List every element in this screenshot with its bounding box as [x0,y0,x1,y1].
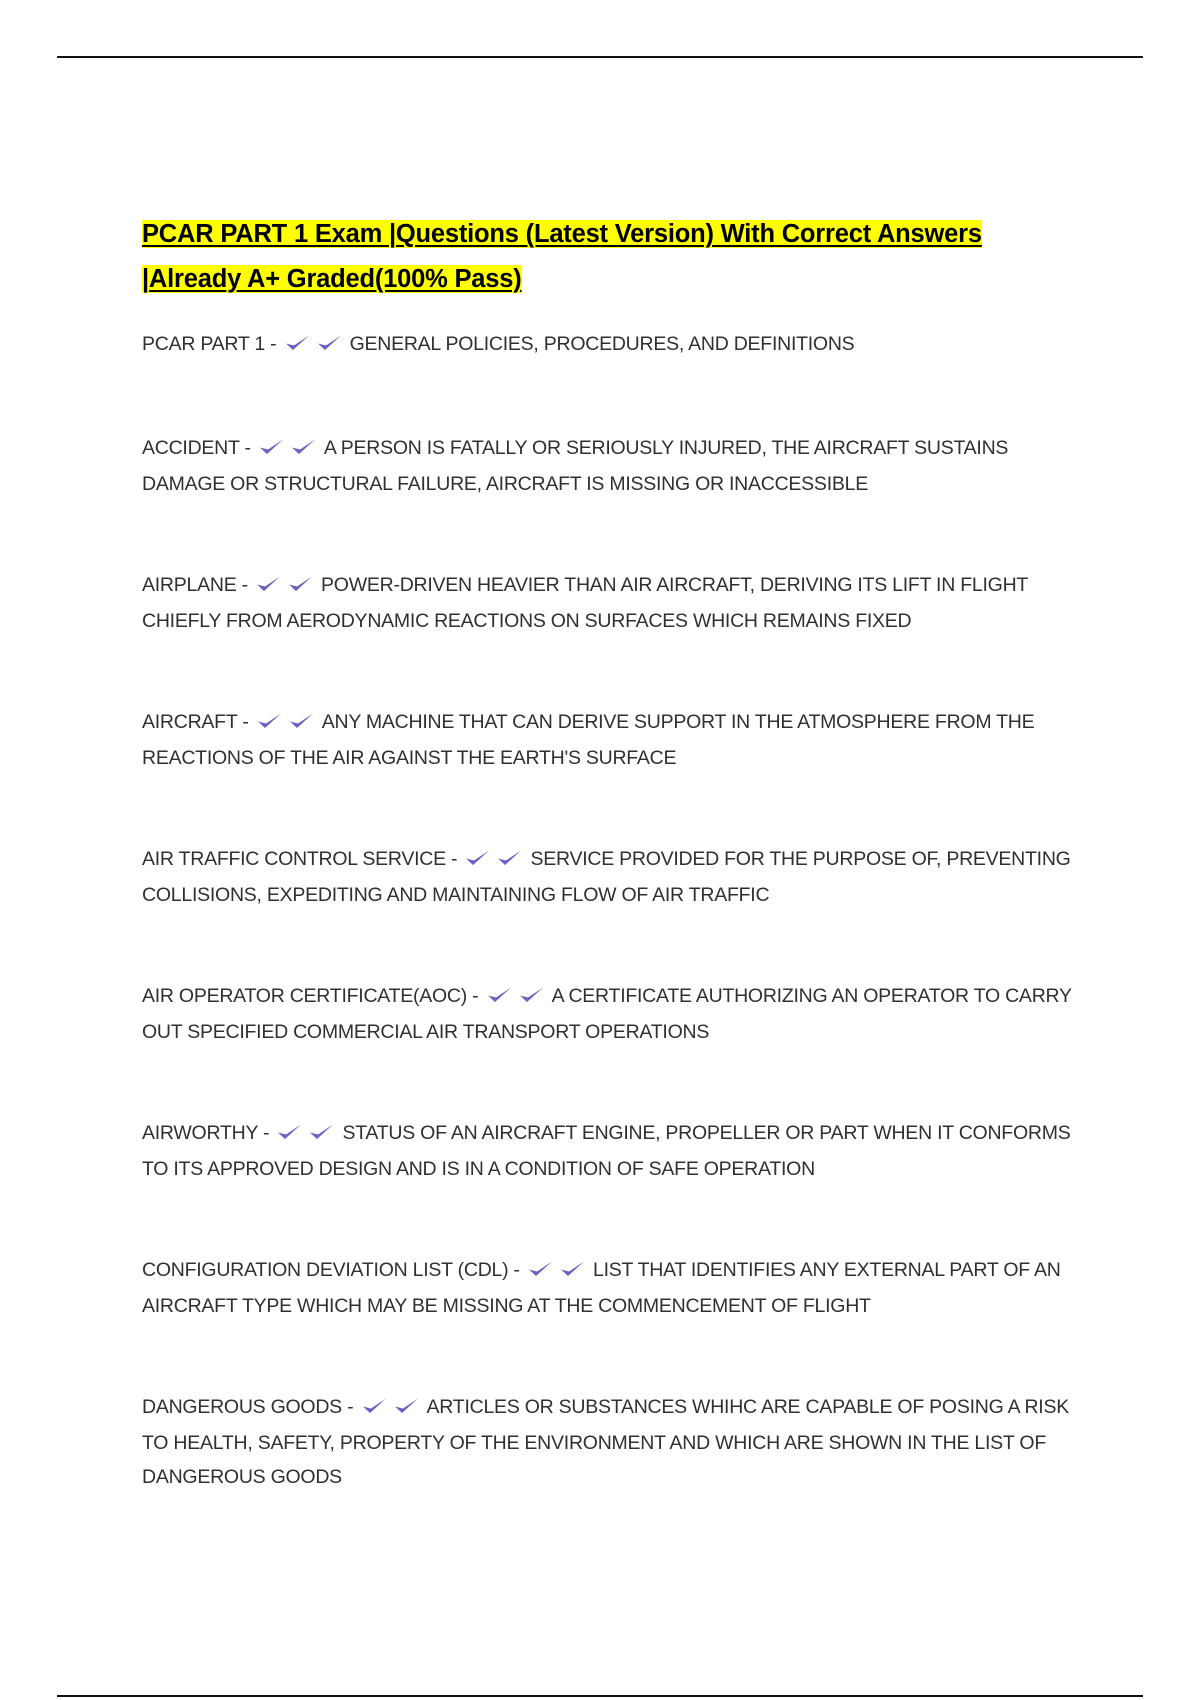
definition-term: AIRPLANE - [142,574,253,596]
checkmark-icon [276,1122,303,1142]
check-marks [486,983,550,1017]
checkmark-icon [559,1259,586,1279]
definition-entry [142,328,1077,365]
definition-term: AIRCRAFT - [142,711,254,733]
definition-entry [142,569,1077,639]
definition-term: PCAR PART 1 - [142,333,282,355]
definition-term: AIR TRAFFIC CONTROL SERVICE - [142,848,462,870]
definition-entry [142,1391,1077,1495]
definition-text: ANY MACHINE THAT CAN DERIVE SUPPORT IN THE ATMOSPHERE FROM THE REACTIONS OF THE AIR AGAINST THE EARTH'S SURFACE [142,710,1035,769]
document-body [142,212,1077,1561]
definition-entry [142,1254,1077,1324]
definition-text: POWER-DRIVEN HEAVIER THAN AIR AIRCRAFT, DERIVING ITS LIFT IN FLIGHT CHIEFLY FROM AERODYNAMIC REACTIONS ON SURFACES WHICH REMAINS FIXED [142,573,1028,632]
definition-entry [142,1117,1077,1187]
checkmark-icon [393,1396,420,1416]
definition-term: CONFIGURATION DEVIATION LIST (CDL) - [142,1259,525,1281]
checkmark-icon [527,1259,554,1279]
checkmark-icon [256,711,283,731]
definition-text: SERVICE PROVIDED FOR THE PURPOSE OF, PREVENTING COLLISIONS, EXPEDITING AND MAINTAINING FLOW OF AIR TRAFFIC [142,847,1071,906]
check-marks [276,1120,340,1154]
definition-term: ACCIDENT - [142,437,256,459]
definition-entry [142,980,1077,1050]
definition-term: AIRWORTHY - [142,1122,274,1144]
check-marks [258,435,322,469]
checkmark-icon [361,1396,388,1416]
checkmark-icon [258,437,285,457]
definition-text: STATUS OF AN AIRCRAFT ENGINE, PROPELLER OR PART WHEN IT CONFORMS TO ITS APPROVED DESIGN AND IS IN A CONDITION OF SAFE OPERATION [142,1121,1071,1180]
footer-rule [57,1695,1143,1697]
checkmark-icon [316,333,343,353]
header-rule [57,56,1143,58]
check-marks [361,1394,425,1428]
definition-text: GENERAL POLICIES, PROCEDURES, AND DEFINITIONS [349,333,855,355]
check-marks [527,1257,591,1291]
checkmark-icon [255,574,282,594]
checkmark-icon [496,848,523,868]
definition-term: DANGEROUS GOODS - [142,1396,359,1418]
checkmark-icon [284,333,311,353]
definition-text: A CERTIFICATE AUTHORIZING AN OPERATOR TO CARRY OUT SPECIFIED COMMERCIAL AIR TRANSPORT OPERATIONS [142,984,1072,1043]
document-title-text: PCAR PART 1 Exam |Questions (Latest Version) With Correct Answers |Already A+ Graded(100% Pass) [142,220,982,293]
definition-text: A PERSON IS FATALLY OR SERIOUSLY INJURED, THE AIRCRAFT SUSTAINS DAMAGE OR STRUCTURAL FAILURE, AIRCRAFT IS MISSING OR INACCESSIBLE [142,436,1009,495]
check-marks [464,846,528,880]
check-marks [284,331,348,365]
check-marks [256,709,320,743]
checkmark-icon [486,985,513,1005]
checkmark-icon [518,985,545,1005]
checkmark-icon [464,848,491,868]
definition-entry [142,706,1077,776]
checkmark-icon [308,1122,335,1142]
checkmark-icon [287,574,314,594]
definition-text: ARTICLES OR SUBSTANCES WHIHC ARE CAPABLE OF POSING A RISK TO HEALTH, SAFETY, PROPERTY OF THE ENVIRONMENT AND WHICH ARE SHOWN IN THE LIST OF DANGEROUS GOODS [142,1395,1069,1488]
definition-entry [142,432,1077,502]
definition-text: LIST THAT IDENTIFIES ANY EXTERNAL PART OF AN AIRCRAFT TYPE WHICH MAY BE MISSING AT THE COMMENCEMENT OF FLIGHT [142,1258,1061,1317]
checkmark-icon [288,711,315,731]
check-marks [255,572,319,606]
definition-entry [142,843,1077,913]
definition-term: AIR OPERATOR CERTIFICATE(AOC) - [142,985,484,1007]
document-title [142,212,1077,302]
checkmark-icon [290,437,317,457]
definition-list [142,328,1077,1494]
